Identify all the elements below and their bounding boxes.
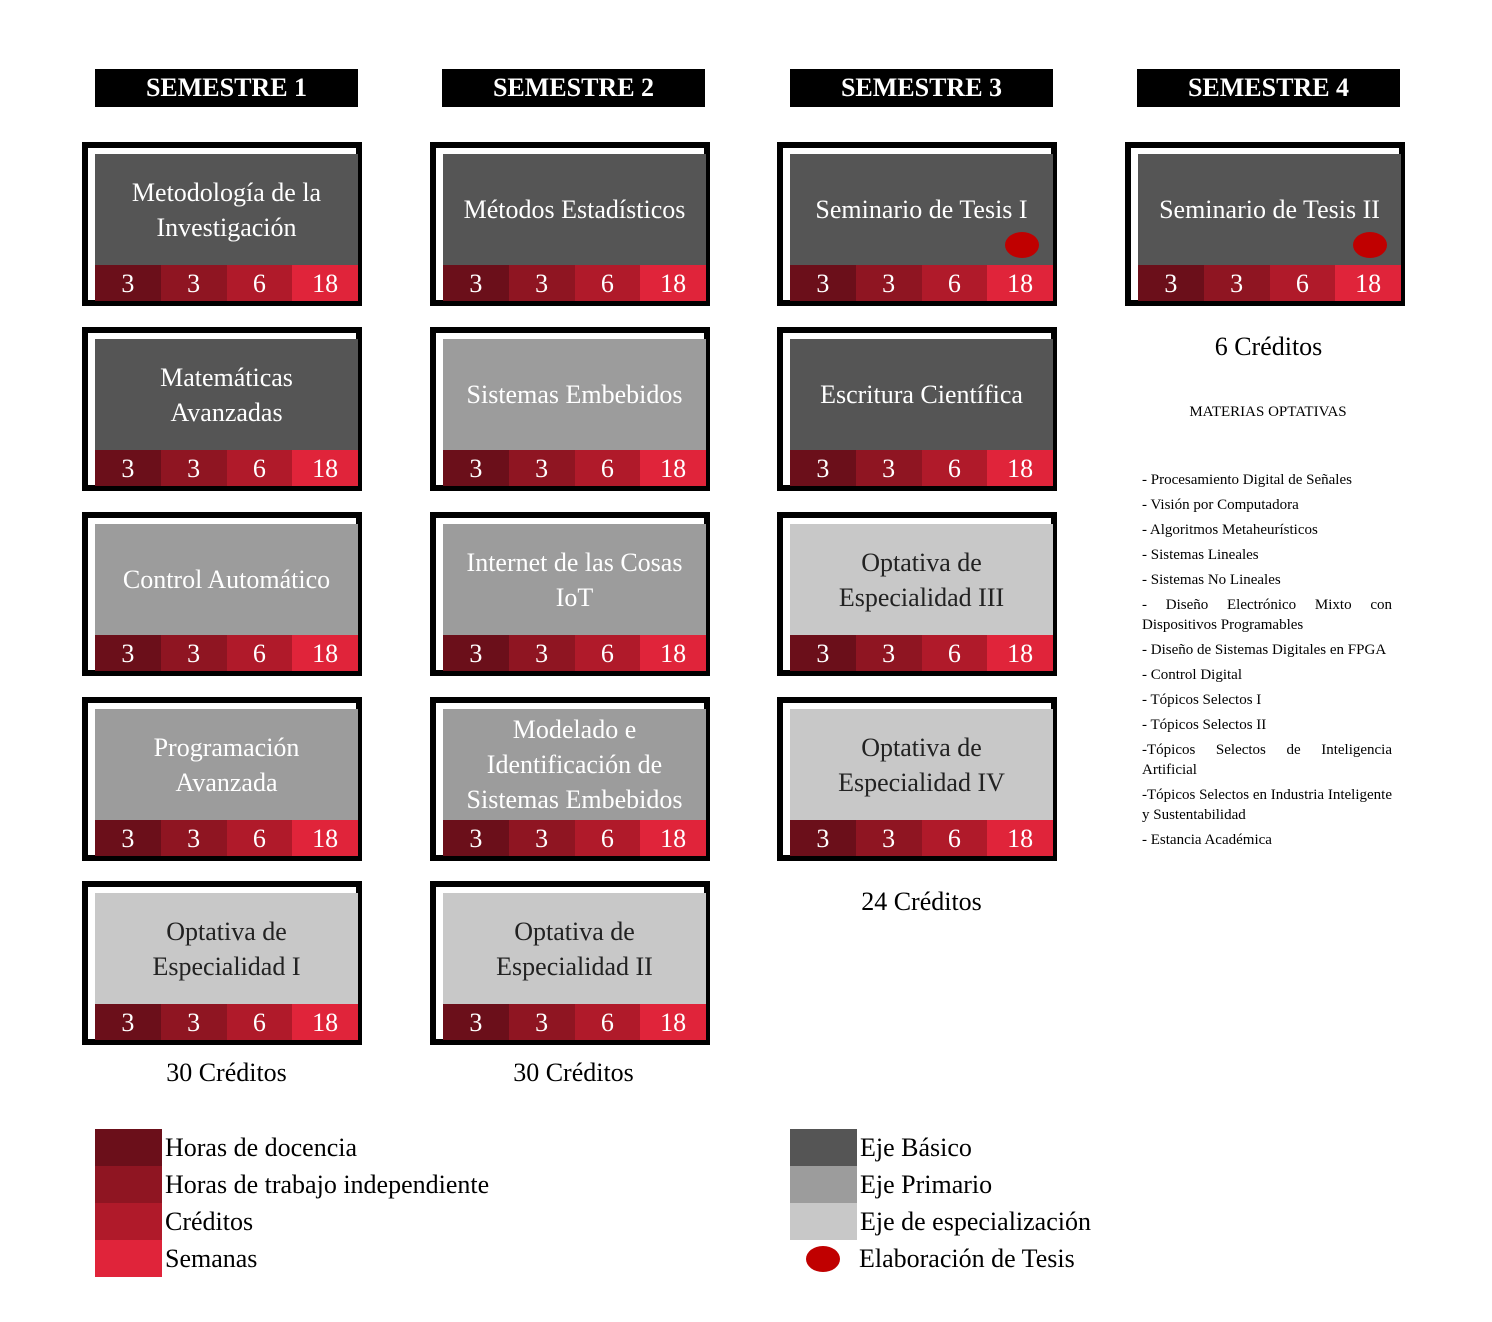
course-hours-cell: 18	[292, 635, 358, 671]
course-inner	[443, 524, 706, 671]
course-hours-cell: 3	[161, 265, 227, 301]
course-hours-cell: 3	[443, 1004, 509, 1040]
course-hours-cell: 3	[1138, 265, 1204, 301]
course-hours-cell: 3	[161, 820, 227, 856]
legend-swatch	[95, 1129, 162, 1166]
course-title: Matemáticas Avanzadas	[95, 339, 358, 450]
optativa-item: - Sistemas No Lineales	[1142, 572, 1281, 588]
optativa-item: - Visión por Computadora	[1142, 497, 1299, 513]
course-card	[430, 512, 710, 676]
course-hours-cell: 3	[509, 1004, 575, 1040]
course-hours-cell: 6	[227, 450, 293, 486]
optativa-item: - Control Digital	[1142, 667, 1242, 683]
optativa-item: - Algoritmos Metaheurísticos	[1142, 522, 1318, 538]
legend-axis-row	[790, 1166, 992, 1203]
course-inner	[790, 339, 1053, 486]
semester-header: SEMESTRE 2	[442, 69, 705, 107]
course-hours-row	[1138, 265, 1401, 301]
course-hours-row	[443, 820, 706, 856]
course-card	[82, 881, 362, 1045]
course-inner	[790, 524, 1053, 671]
legend-label: Eje Básico	[860, 1132, 972, 1162]
legend-label: Horas de docencia	[165, 1132, 358, 1162]
course-hours-cell: 3	[856, 265, 922, 301]
course-hours-cell: 3	[95, 820, 161, 856]
course-hours-row	[443, 635, 706, 671]
legend-hours-row	[95, 1203, 253, 1240]
course-hours-row	[95, 635, 358, 671]
course-hours-cell: 3	[509, 820, 575, 856]
course-hours-cell: 3	[856, 635, 922, 671]
course-title: Optativa de Especialidad II	[443, 893, 706, 1004]
course-hours-cell: 3	[856, 820, 922, 856]
course-card	[777, 512, 1057, 676]
course-card	[430, 327, 710, 491]
course-title: Metodología de la Investigación	[95, 154, 358, 265]
course-inner	[95, 154, 358, 301]
course-hours-row	[790, 265, 1053, 301]
course-title: Seminario de Tesis I	[790, 154, 1053, 265]
course-inner	[95, 893, 358, 1040]
course-hours-cell: 6	[575, 265, 641, 301]
course-inner	[95, 524, 358, 671]
course-inner	[443, 893, 706, 1040]
legend-hours-row	[95, 1166, 489, 1203]
semester-credits: 30 Créditos	[513, 1058, 634, 1087]
course-hours-cell: 3	[509, 635, 575, 671]
thesis-dot-icon	[1005, 232, 1039, 258]
course-hours-cell: 6	[575, 450, 641, 486]
legend-label: Horas de trabajo independiente	[165, 1169, 490, 1199]
course-hours-cell: 18	[640, 450, 706, 486]
course-hours-cell: 6	[575, 1004, 641, 1040]
legend-hours-row	[95, 1240, 257, 1277]
course-hours-cell: 18	[292, 1004, 358, 1040]
course-card	[82, 512, 362, 676]
legend-label: Créditos	[165, 1206, 254, 1236]
course-hours-row	[95, 1004, 358, 1040]
optativa-item: - Tópicos Selectos I	[1142, 692, 1262, 708]
course-hours-cell: 6	[227, 820, 293, 856]
course-hours-cell: 18	[292, 820, 358, 856]
thesis-dot-icon	[806, 1246, 840, 1272]
course-hours-cell: 3	[790, 635, 856, 671]
course-hours-cell: 3	[509, 450, 575, 486]
legend-axis-row	[790, 1129, 972, 1166]
course-inner	[95, 339, 358, 486]
course-hours-cell: 6	[227, 635, 293, 671]
course-hours-cell: 18	[987, 450, 1053, 486]
course-card	[1125, 142, 1405, 306]
semester-header: SEMESTRE 3	[790, 69, 1053, 107]
course-card	[82, 327, 362, 491]
course-card	[430, 697, 710, 861]
legend-swatch	[95, 1203, 162, 1240]
course-title: Optativa de Especialidad III	[790, 524, 1053, 635]
course-hours-cell: 3	[95, 635, 161, 671]
course-hours-row	[790, 450, 1053, 486]
legend-label: Semanas	[165, 1243, 258, 1273]
course-title: Internet de las Cosas IoT	[443, 524, 706, 635]
course-card	[777, 142, 1057, 306]
optativa-item: - Procesamiento Digital de Señales	[1142, 472, 1352, 488]
course-hours-row	[790, 635, 1053, 671]
semester-header: SEMESTRE 4	[1137, 69, 1400, 107]
course-hours-cell: 3	[95, 265, 161, 301]
optativa-item: -Tópicos Selectos en Industria Inteligente y Sustentabilidad	[1142, 787, 1392, 823]
optativa-item: -Tópicos Selectos de Inteligencia Artificial	[1142, 742, 1392, 778]
course-hours-cell: 18	[640, 1004, 706, 1040]
course-hours-row	[443, 265, 706, 301]
course-hours-cell: 6	[922, 265, 988, 301]
course-hours-cell: 18	[292, 265, 358, 301]
course-hours-cell: 3	[161, 450, 227, 486]
course-hours-cell: 3	[95, 1004, 161, 1040]
course-hours-cell: 3	[443, 450, 509, 486]
legend-label: Eje Primario	[860, 1169, 993, 1199]
course-inner	[443, 154, 706, 301]
optativa-item: - Diseño Electrónico Mixto con Dispositivos Programables	[1142, 597, 1392, 633]
course-hours-cell: 3	[95, 450, 161, 486]
course-title: Sistemas Embebidos	[443, 339, 706, 450]
course-inner	[443, 709, 706, 856]
course-title: Métodos Estadísticos	[443, 154, 706, 265]
course-hours-cell: 18	[987, 265, 1053, 301]
course-inner	[95, 709, 358, 856]
legend-label: Eje de especialización	[860, 1206, 1091, 1236]
course-hours-row	[790, 820, 1053, 856]
optativas-list	[1142, 470, 1392, 855]
course-hours-row	[443, 450, 706, 486]
course-hours-cell: 3	[161, 635, 227, 671]
course-hours-cell: 3	[443, 820, 509, 856]
legend-hours-row	[95, 1129, 357, 1166]
course-card	[82, 697, 362, 861]
course-card	[430, 881, 710, 1045]
course-hours-cell: 18	[640, 820, 706, 856]
legend-swatch	[790, 1203, 857, 1240]
course-hours-cell: 3	[161, 1004, 227, 1040]
course-hours-cell: 3	[790, 265, 856, 301]
course-hours-row	[443, 1004, 706, 1040]
legend-label: Elaboración de Tesis	[859, 1243, 1075, 1273]
course-title: Escritura Científica	[790, 339, 1053, 450]
course-card	[777, 697, 1057, 861]
optativa-item: - Sistemas Lineales	[1142, 547, 1259, 563]
course-hours-cell: 3	[790, 820, 856, 856]
course-hours-cell: 3	[509, 265, 575, 301]
course-hours-cell: 3	[1204, 265, 1270, 301]
course-title: Programación Avanzada	[95, 709, 358, 820]
course-title: Seminario de Tesis II	[1138, 154, 1401, 265]
course-inner	[443, 339, 706, 486]
course-hours-cell: 3	[443, 265, 509, 301]
optativa-item: - Estancia Académica	[1142, 832, 1272, 848]
legend-swatch	[95, 1166, 162, 1203]
legend-swatch	[790, 1129, 857, 1166]
course-hours-cell: 6	[922, 820, 988, 856]
course-card	[777, 327, 1057, 491]
semester-credits: 24 Créditos	[861, 887, 982, 916]
course-hours-cell: 18	[987, 635, 1053, 671]
course-inner	[1138, 154, 1401, 301]
course-hours-cell: 3	[443, 635, 509, 671]
semester-credits: 6 Créditos	[1214, 332, 1323, 361]
course-hours-cell: 3	[790, 450, 856, 486]
course-hours-cell: 6	[575, 635, 641, 671]
course-hours-cell: 6	[922, 450, 988, 486]
course-hours-cell: 18	[987, 820, 1053, 856]
course-title: Optativa de Especialidad IV	[790, 709, 1053, 820]
course-title: Optativa de Especialidad I	[95, 893, 358, 1004]
course-hours-cell: 6	[922, 635, 988, 671]
course-hours-cell: 18	[1335, 265, 1401, 301]
course-card	[82, 142, 362, 306]
legend-swatch	[790, 1166, 857, 1203]
course-hours-cell: 18	[640, 635, 706, 671]
course-hours-cell: 18	[292, 450, 358, 486]
optativas-title: MATERIAS OPTATIVAS	[1189, 404, 1347, 420]
course-title: Modelado e Identificación de Sistemas Embebidos	[443, 709, 706, 820]
legend-swatch	[95, 1240, 162, 1277]
course-hours-row	[95, 820, 358, 856]
legend-axis-row	[790, 1203, 1091, 1240]
optativa-item: - Diseño de Sistemas Digitales en FPGA	[1142, 642, 1387, 658]
course-hours-cell: 18	[640, 265, 706, 301]
course-hours-cell: 6	[227, 265, 293, 301]
course-hours-cell: 3	[856, 450, 922, 486]
thesis-dot-icon	[1353, 232, 1387, 258]
course-card	[430, 142, 710, 306]
course-hours-cell: 6	[575, 820, 641, 856]
semester-header: SEMESTRE 1	[95, 69, 358, 107]
legend-axis-row	[790, 1240, 1075, 1277]
course-hours-cell: 6	[227, 1004, 293, 1040]
course-hours-row	[95, 450, 358, 486]
course-inner	[790, 154, 1053, 301]
course-title: Control Automático	[95, 524, 358, 635]
semester-credits: 30 Créditos	[166, 1058, 287, 1087]
course-hours-cell: 6	[1270, 265, 1336, 301]
optativa-item: - Tópicos Selectos II	[1142, 717, 1267, 733]
course-hours-row	[95, 265, 358, 301]
course-inner	[790, 709, 1053, 856]
